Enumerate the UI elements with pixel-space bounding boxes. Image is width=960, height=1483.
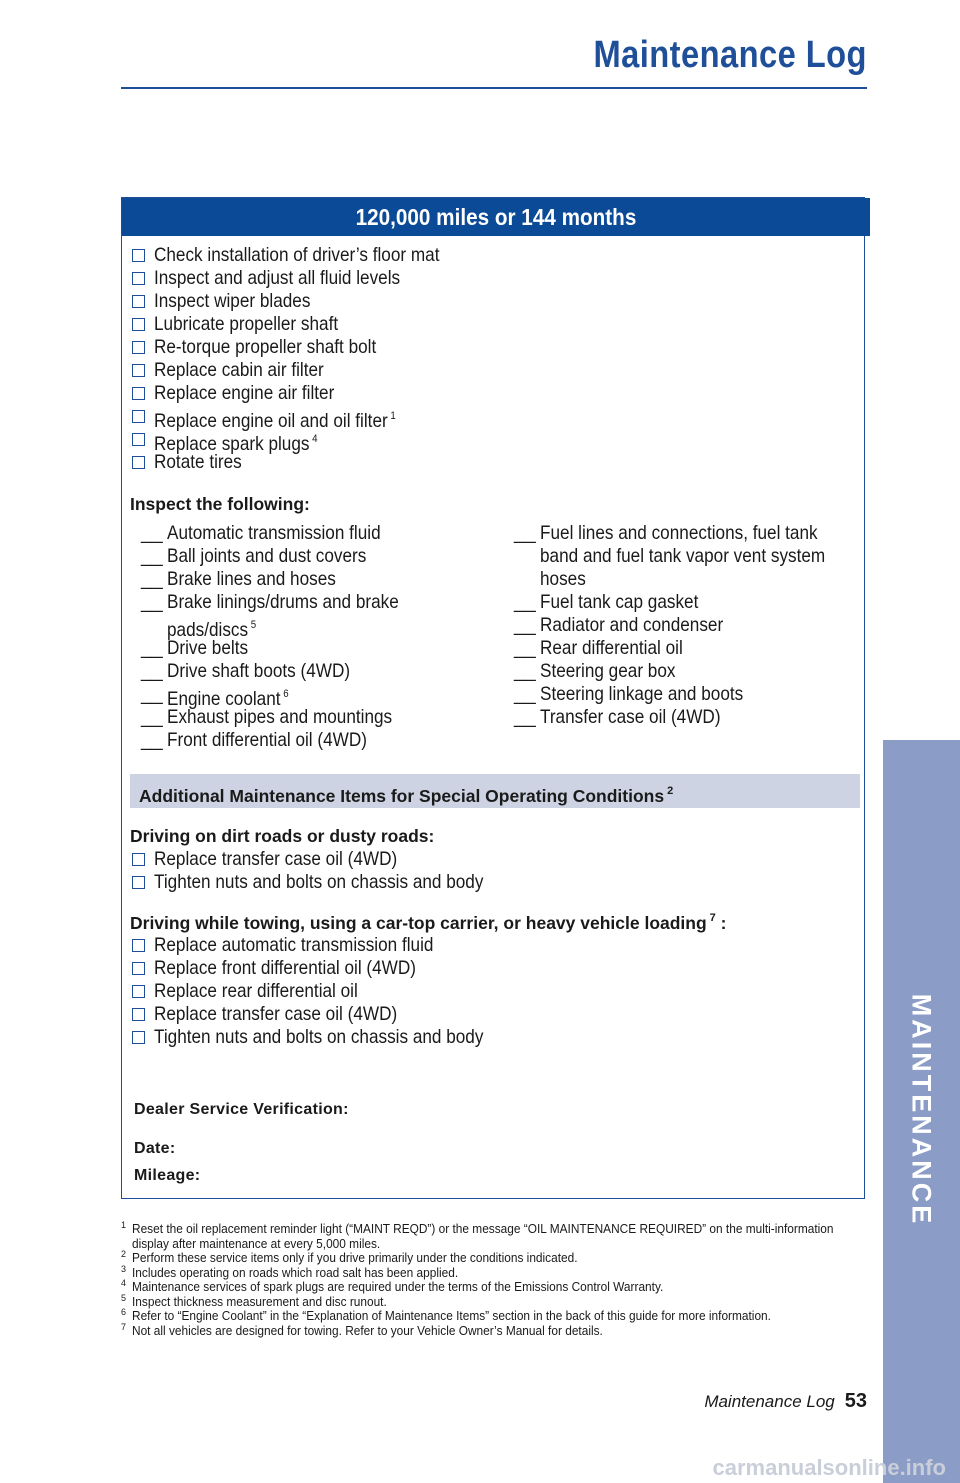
item-label: Re-torque propeller shaft bolt: [154, 336, 377, 358]
page-footer: [704, 1390, 867, 1413]
inspect-item: [514, 637, 864, 660]
item-label: Replace automatic transmission fluid: [154, 934, 434, 956]
inspect-item: [514, 706, 864, 729]
inspect-item: [514, 545, 864, 568]
inspect-item: [141, 683, 430, 710]
checkbox[interactable]: [132, 456, 145, 469]
footnote: [121, 1309, 866, 1324]
inspect-item-text: [540, 522, 818, 545]
inspect-item: [141, 660, 430, 683]
blank-line: __: [141, 683, 163, 705]
checklist-item-text: [154, 934, 433, 957]
blank-line: __: [141, 591, 163, 613]
towing-heading-sup: 7: [709, 912, 716, 924]
inspect-item: [514, 683, 864, 706]
towing-checklist: [130, 934, 528, 1049]
checklist-item-text: [154, 382, 334, 405]
footnote: [121, 1222, 866, 1251]
inspect-item-text: [167, 706, 392, 729]
maintenance-box: [121, 197, 865, 1199]
checklist-item-text: [154, 1003, 397, 1026]
dealer-verification-label: Dealer Service Verification:: [134, 1101, 349, 1118]
item-label: Transfer case oil (4WD): [540, 706, 721, 728]
inspect-item: [514, 591, 864, 614]
checkbox[interactable]: [132, 962, 145, 975]
checkbox[interactable]: [132, 433, 145, 446]
item-label: band and fuel tank vapor vent system: [540, 545, 826, 567]
towing-heading-text: Driving while towing, using a car-top carrier, or heavy vehicle loading: [130, 913, 707, 933]
interval-header: [122, 198, 870, 236]
item-label: Replace transfer case oil (4WD): [154, 1003, 398, 1025]
footnote: [121, 1280, 866, 1295]
side-tab-label: MAINTENANCE: [906, 993, 937, 1227]
inspect-list-right: [514, 522, 864, 729]
checkbox[interactable]: [132, 364, 145, 377]
footnote-text: Not all vehicles are designed for towing. Refer to your Vehicle Owner’s Manual for details.: [132, 1323, 603, 1338]
checklist-item-text: [154, 957, 416, 980]
checklist-item: [130, 957, 528, 980]
checklist-item-text: [154, 313, 338, 336]
service-checklist: [130, 244, 478, 474]
blank-line: __: [141, 706, 163, 728]
checkbox[interactable]: [132, 876, 145, 889]
additional-items-title: Additional Maintenance Items for Special Operating Conditions: [139, 786, 665, 806]
inspect-item-text: [540, 683, 743, 706]
item-label: Ball joints and dust covers: [167, 545, 367, 567]
footnote-ref: 6: [283, 688, 289, 700]
checkbox[interactable]: [132, 410, 145, 423]
item-label: Engine coolant: [167, 688, 281, 710]
inspect-item: [141, 545, 430, 568]
blank-line: __: [141, 660, 163, 682]
footnotes: [121, 1222, 866, 1338]
inspect-item-text: [540, 706, 721, 729]
blank-line: __: [514, 637, 536, 659]
checklist-item: [130, 451, 478, 474]
checklist-item: [130, 382, 478, 405]
blank-line: __: [514, 660, 536, 682]
checklist-item-text: [154, 980, 358, 1003]
item-label: Replace engine oil and oil filter: [154, 410, 388, 432]
checkbox[interactable]: [132, 318, 145, 331]
blank-line: __: [514, 614, 536, 636]
item-label: Replace transfer case oil (4WD): [154, 848, 398, 870]
footnote-ref: 5: [250, 619, 257, 631]
checkbox[interactable]: [132, 295, 145, 308]
checklist-item-text: [154, 244, 439, 267]
inspect-item-text: [167, 591, 399, 614]
dirt-roads-checklist: [130, 848, 528, 894]
item-label: Automatic transmission fluid: [167, 522, 381, 544]
item-label: Fuel tank cap gasket: [540, 591, 699, 613]
inspect-item-text: [540, 660, 675, 683]
checkbox[interactable]: [132, 249, 145, 262]
inspect-item: [141, 591, 430, 614]
checkbox[interactable]: [132, 853, 145, 866]
inspect-item: [141, 729, 430, 752]
item-label: Replace spark plugs: [154, 433, 310, 455]
checkbox[interactable]: [132, 1008, 145, 1021]
footnote-text: Inspect thickness measurement and disc runout.: [132, 1294, 387, 1309]
footnote-ref: 4: [312, 433, 318, 445]
blank-line: __: [141, 522, 163, 544]
checklist-item-text: [154, 336, 376, 359]
towing-heading-end: :: [715, 913, 727, 933]
footnote-ref: 1: [390, 410, 396, 422]
item-label: Replace cabin air filter: [154, 359, 324, 381]
checklist-item: [130, 428, 478, 455]
inspect-item-text: [540, 545, 825, 568]
inspect-item: [514, 522, 864, 545]
inspect-item-text: [540, 568, 586, 591]
footnote: [121, 1263, 866, 1281]
footnote-text: Reset the oil replacement reminder light (“MAINT REQD”) or the message “OIL MAINTENANCE REQUIRED” on the multi-information display after maintenance at every 5,000 miles.: [132, 1222, 834, 1251]
mileage-label: Mileage:: [134, 1167, 201, 1184]
blank-line: __: [141, 729, 163, 751]
footnote: [121, 1292, 866, 1310]
item-label: Front differential oil (4WD): [167, 729, 367, 751]
towing-heading: [130, 912, 727, 934]
checklist-item: [130, 313, 478, 336]
footnote: [121, 1251, 866, 1266]
item-label: Replace engine air filter: [154, 382, 335, 404]
item-label: Inspect wiper blades: [154, 290, 311, 312]
interval-header-text: 120,000 miles or 144 months: [355, 204, 637, 230]
checklist-item-text: [154, 359, 324, 382]
title-divider: [121, 87, 867, 89]
checkbox[interactable]: [132, 1031, 145, 1044]
checklist-item: [130, 1003, 528, 1026]
inspect-item-text: [167, 729, 367, 752]
inspect-item: [141, 706, 430, 729]
inspect-item: [514, 568, 864, 591]
inspect-item-text: [167, 660, 350, 683]
footnote-number: 6: [121, 1307, 127, 1317]
footer-label: Maintenance Log: [704, 1392, 835, 1411]
checklist-item: [130, 267, 478, 290]
item-label: Replace front differential oil (4WD): [154, 957, 416, 979]
dirt-roads-heading: Driving on dirt roads or dusty roads:: [130, 826, 435, 846]
inspect-heading: Inspect the following:: [130, 494, 310, 514]
checklist-item-text: [154, 290, 310, 313]
item-label: Rear differential oil: [540, 637, 683, 659]
checklist-item: [130, 405, 478, 432]
item-label: Drive shaft boots (4WD): [167, 660, 351, 682]
blank-line: __: [141, 545, 163, 567]
item-label: Exhaust pipes and mountings: [167, 706, 393, 728]
checklist-item: [130, 359, 478, 382]
footnote-number: 7: [121, 1321, 127, 1332]
footnote-number: 1: [121, 1220, 127, 1230]
checklist-item: [130, 290, 478, 313]
checklist-item-text: [154, 848, 397, 871]
inspect-item: [141, 637, 430, 660]
item-label: Inspect and adjust all fluid levels: [154, 267, 401, 289]
inspect-item-text: [167, 568, 336, 591]
item-label: Replace rear differential oil: [154, 980, 358, 1002]
blank-line: __: [141, 637, 163, 659]
footnote-text: Maintenance services of spark plugs are required under the terms of the Emissions Control Warranty.: [132, 1280, 664, 1294]
inspect-list-left: [141, 522, 430, 752]
item-label: Steering gear box: [540, 660, 676, 682]
inspect-item: [141, 522, 430, 545]
checkbox[interactable]: [132, 387, 145, 400]
checklist-item-text: [154, 267, 400, 290]
additional-items-banner: [130, 774, 860, 808]
inspect-item: [514, 660, 864, 683]
inspect-item-text: [167, 637, 248, 660]
checklist-item: [130, 871, 528, 894]
footnote-text: Perform these service items only if you drive primarily under the conditions indicated.: [132, 1251, 578, 1265]
watermark: carmanualsonline.info: [712, 1455, 946, 1480]
item-label: hoses: [540, 568, 586, 590]
inspect-item: [514, 614, 864, 637]
checklist-item: [130, 934, 528, 957]
blank-line: __: [514, 591, 536, 613]
checkbox[interactable]: [132, 939, 145, 952]
inspect-item-text: [540, 637, 683, 660]
checklist-item-text: [154, 451, 242, 474]
blank-line: __: [514, 683, 536, 705]
item-label: Check installation of driver’s floor mat: [154, 244, 440, 266]
item-label: Fuel lines and connections, fuel tank: [540, 522, 818, 544]
checklist-item: [130, 244, 478, 267]
item-label: Rotate tires: [154, 451, 242, 473]
footnote-number: 4: [121, 1278, 127, 1288]
checklist-item: [130, 336, 478, 359]
inspect-item-text: [540, 591, 698, 614]
inspect-item: [141, 568, 430, 591]
item-label: Tighten nuts and bolts on chassis and body: [154, 871, 484, 893]
checkbox[interactable]: [132, 272, 145, 285]
item-label: Steering linkage and boots: [540, 683, 744, 705]
item-label: Brake lines and hoses: [167, 568, 336, 590]
item-label: pads/discs: [167, 619, 249, 641]
footnote-text: Refer to “Engine Coolant” in the “Explanation of Maintenance Items” section in the back of this guide for more information.: [132, 1309, 771, 1323]
footnote-number: 2: [121, 1249, 127, 1259]
footnote-text: Includes operating on roads which road salt has been applied.: [132, 1265, 459, 1280]
inspect-item-text: [540, 614, 723, 637]
checklist-item: [130, 1026, 528, 1049]
item-label: Drive belts: [167, 637, 249, 659]
checklist-item: [130, 848, 528, 871]
inspect-item: [141, 614, 430, 641]
additional-items-sup: 2: [667, 785, 674, 797]
item-label: Brake linings/drums and brake: [167, 591, 399, 613]
item-label: Tighten nuts and bolts on chassis and body: [154, 1026, 484, 1048]
checklist-item-text: [154, 871, 483, 894]
checklist-item: [130, 980, 528, 1003]
checkbox[interactable]: [132, 341, 145, 354]
date-label: Date:: [134, 1140, 176, 1157]
page-title: Maintenance Log: [593, 34, 867, 76]
blank-line: __: [141, 568, 163, 590]
footnote: [121, 1321, 866, 1339]
checkbox[interactable]: [132, 985, 145, 998]
checklist-item-text: [154, 1026, 483, 1049]
item-label: Lubricate propeller shaft: [154, 313, 339, 335]
footnote-number: 3: [121, 1263, 127, 1274]
blank-line: __: [514, 706, 536, 728]
footnote-number: 5: [121, 1292, 127, 1303]
page-number: 53: [844, 1390, 867, 1412]
inspect-item-text: [167, 545, 366, 568]
item-label: Radiator and condenser: [540, 614, 724, 636]
inspect-item-text: [167, 522, 381, 545]
blank-line: __: [514, 522, 536, 544]
